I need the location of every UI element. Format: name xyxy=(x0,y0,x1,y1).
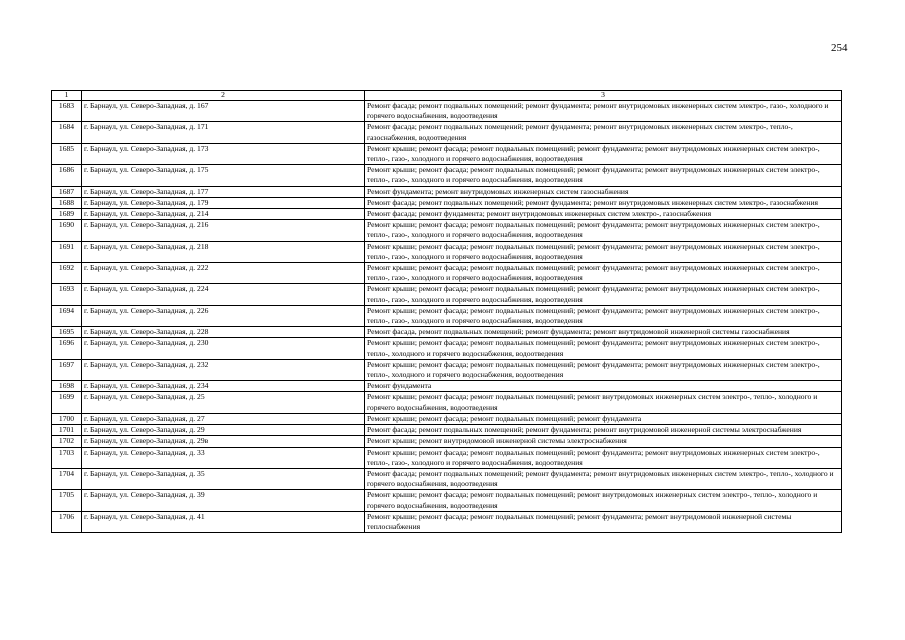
row-number-cell: 1704 xyxy=(52,468,82,489)
row-number-cell: 1687 xyxy=(52,186,82,197)
row-number-cell: 1694 xyxy=(52,305,82,326)
address-cell: г. Барнаул, ул. Северо-Западная, д. 175 xyxy=(82,165,365,186)
register-table xyxy=(51,90,842,533)
works-cell: Ремонт крыши; ремонт внутридомовой инженерной системы электроснабжения xyxy=(365,436,842,447)
address-cell: г. Барнаул, ул. Северо-Западная, д. 29в xyxy=(82,436,365,447)
table-row xyxy=(52,186,842,197)
table-row xyxy=(52,241,842,262)
works-cell: Ремонт крыши; ремонт фасада; ремонт подвальных помещений; ремонт фундамента; ремонт внутридомовых инженерных систем электро-, тепло-, газо-, холодного и горячего водоснабжения, водоотведения xyxy=(365,284,842,305)
table-row xyxy=(52,143,842,164)
table-row xyxy=(52,338,842,359)
row-number-cell: 1690 xyxy=(52,220,82,241)
row-number-cell: 1684 xyxy=(52,122,82,143)
address-cell: г. Барнаул, ул. Северо-Западная, д. 226 xyxy=(82,305,365,326)
address-cell: г. Барнаул, ул. Северо-Западная, д. 228 xyxy=(82,327,365,338)
row-number-cell: 1698 xyxy=(52,381,82,392)
address-cell: г. Барнаул, ул. Северо-Западная, д. 216 xyxy=(82,220,365,241)
works-cell: Ремонт крыши; ремонт фасада; ремонт подвальных помещений; ремонт фундамента; ремонт внутридомовых инженерных систем электро-, тепло-, холодного и горячего водоснабжения, водоотведения xyxy=(365,359,842,380)
table-header-row xyxy=(52,91,842,101)
row-number-cell: 1703 xyxy=(52,447,82,468)
address-cell: г. Барнаул, ул. Северо-Западная, д. 25 xyxy=(82,392,365,413)
address-cell: г. Барнаул, ул. Северо-Западная, д. 222 xyxy=(82,263,365,284)
works-cell: Ремонт крыши; ремонт фасада; ремонт подвальных помещений; ремонт фундамента; ремонт внутридомовых инженерных систем электро-, тепло-, газо-, холодного и горячего водоснабжения, водоотведения xyxy=(365,263,842,284)
address-cell: г. Барнаул, ул. Северо-Западная, д. 167 xyxy=(82,101,365,122)
table-row xyxy=(52,209,842,220)
table-row xyxy=(52,425,842,436)
address-cell: г. Барнаул, ул. Северо-Западная, д. 41 xyxy=(82,511,365,532)
address-cell: г. Барнаул, ул. Северо-Западная, д. 173 xyxy=(82,143,365,164)
row-number-cell: 1685 xyxy=(52,143,82,164)
table-row xyxy=(52,101,842,122)
row-number-cell: 1692 xyxy=(52,263,82,284)
address-cell: г. Барнаул, ул. Северо-Западная, д. 232 xyxy=(82,359,365,380)
works-cell: Ремонт крыши; ремонт фасада; ремонт подвальных помещений; ремонт фундамента; ремонт внутридомовых инженерных систем электро-, тепло-, газо-, холодного и горячего водоснабжения, водоотведения xyxy=(365,241,842,262)
table-row xyxy=(52,327,842,338)
table-row xyxy=(52,381,842,392)
address-cell: г. Барнаул, ул. Северо-Западная, д. 234 xyxy=(82,381,365,392)
table-row xyxy=(52,263,842,284)
address-cell: г. Барнаул, ул. Северо-Западная, д. 33 xyxy=(82,447,365,468)
table-row xyxy=(52,392,842,413)
works-cell: Ремонт фасада; ремонт подвальных помещений; ремонт фундамента; ремонт внутридомовой инженерной системы электроснабжения xyxy=(365,425,842,436)
table-row xyxy=(52,284,842,305)
address-cell: г. Барнаул, ул. Северо-Западная, д. 179 xyxy=(82,197,365,208)
works-cell: Ремонт крыши; ремонт фасада; ремонт подвальных помещений; ремонт внутридомовых инженерных систем электро-, тепло-, холодного и горячего водоснабжения, водоотведения xyxy=(365,490,842,511)
column-header: 3 xyxy=(365,91,842,101)
row-number-cell: 1697 xyxy=(52,359,82,380)
row-number-cell: 1688 xyxy=(52,197,82,208)
table-row xyxy=(52,447,842,468)
table-row xyxy=(52,468,842,489)
works-cell: Ремонт фасада; ремонт подвальных помещений; ремонт фундамента; ремонт внутридомовых инженерных систем электро-, газоснабжения xyxy=(365,197,842,208)
page-number: 254 xyxy=(831,42,848,54)
address-cell: г. Барнаул, ул. Северо-Западная, д. 27 xyxy=(82,413,365,424)
table-row xyxy=(52,359,842,380)
works-cell: Ремонт фасада, ремонт подвальных помещений; ремонт фундамента; ремонт внутридомовой инженерной системы газоснабжения xyxy=(365,327,842,338)
table-row xyxy=(52,122,842,143)
table-row xyxy=(52,220,842,241)
table-row xyxy=(52,413,842,424)
works-cell: Ремонт крыши; ремонт фасада; ремонт подвальных помещений; ремонт фундамента; ремонт внутридомовых инженерных систем электро-, тепло-, газо-, холодного и горячего водоснабжения, водоотведения xyxy=(365,143,842,164)
row-number-cell: 1695 xyxy=(52,327,82,338)
table-row xyxy=(52,436,842,447)
row-number-cell: 1699 xyxy=(52,392,82,413)
row-number-cell: 1705 xyxy=(52,490,82,511)
works-cell: Ремонт крыши; ремонт фасада; ремонт подвальных помещений; ремонт внутридомовых инженерных систем электро-, тепло-, холодного и горячего водоснабжения, водоотведения xyxy=(365,392,842,413)
address-cell: г. Барнаул, ул. Северо-Западная, д. 35 xyxy=(82,468,365,489)
works-cell: Ремонт фундамента; ремонт внутридомовых инженерных систем газоснабжения xyxy=(365,186,842,197)
works-cell: Ремонт крыши; ремонт фасада; ремонт подвальных помещений; ремонт фундамента xyxy=(365,413,842,424)
row-number-cell: 1700 xyxy=(52,413,82,424)
works-cell: Ремонт крыши; ремонт фасада; ремонт подвальных помещений; ремонт фундамента; ремонт внутридомовой инженерной системы теплоснабжения xyxy=(365,511,842,532)
works-cell: Ремонт крыши; ремонт фасада; ремонт подвальных помещений; ремонт фундамента; ремонт внутридомовых инженерных систем электро-, тепло-, холодного и горячего водоснабжения, водоотведения xyxy=(365,338,842,359)
address-cell: г. Барнаул, ул. Северо-Западная, д. 177 xyxy=(82,186,365,197)
row-number-cell: 1683 xyxy=(52,101,82,122)
address-cell: г. Барнаул, ул. Северо-Западная, д. 39 xyxy=(82,490,365,511)
row-number-cell: 1689 xyxy=(52,209,82,220)
row-number-cell: 1702 xyxy=(52,436,82,447)
address-cell: г. Барнаул, ул. Северо-Западная, д. 230 xyxy=(82,338,365,359)
works-cell: Ремонт крыши; ремонт фасада; ремонт подвальных помещений; ремонт фундамента; ремонт внутридомовых инженерных систем электро-, тепло-, газо-, холодного и горячего водоснабжения, водоотведения xyxy=(365,447,842,468)
works-cell: Ремонт крыши; ремонт фасада; ремонт подвальных помещений; ремонт фундамента; ремонт внутридомовых инженерных систем электро-, тепло-, газо-, холодного и горячего водоснабжения, водоотведения xyxy=(365,165,842,186)
address-cell: г. Барнаул, ул. Северо-Западная, д. 224 xyxy=(82,284,365,305)
works-cell: Ремонт фундамента xyxy=(365,381,842,392)
works-cell: Ремонт фасада; ремонт подвальных помещений; ремонт фундамента; ремонт внутридомовых инженерных систем электро-, тепло-, газоснабжения, водоотведения xyxy=(365,122,842,143)
address-cell: г. Барнаул, ул. Северо-Западная, д. 29 xyxy=(82,425,365,436)
column-header: 2 xyxy=(82,91,365,101)
column-header: 1 xyxy=(52,91,82,101)
table-row xyxy=(52,165,842,186)
table-row xyxy=(52,197,842,208)
works-cell: Ремонт фасада; ремонт фундамента; ремонт внутридомовых инженерных систем электро-, газоснабжения xyxy=(365,209,842,220)
row-number-cell: 1686 xyxy=(52,165,82,186)
table-row xyxy=(52,511,842,532)
row-number-cell: 1706 xyxy=(52,511,82,532)
works-cell: Ремонт крыши; ремонт фасада; ремонт подвальных помещений; ремонт фундамента; ремонт внутридомовых инженерных систем электро-, тепло-, газо-, холодного и горячего водоснабжения, водоотведения xyxy=(365,305,842,326)
works-cell: Ремонт фасада; ремонт подвальных помещений; ремонт фундамента; ремонт внутридомовых инженерных систем электро-, тепло-, холодного и горячего водоснабжения, водоотведения xyxy=(365,468,842,489)
row-number-cell: 1701 xyxy=(52,425,82,436)
table-row xyxy=(52,305,842,326)
row-number-cell: 1691 xyxy=(52,241,82,262)
row-number-cell: 1696 xyxy=(52,338,82,359)
address-cell: г. Барнаул, ул. Северо-Западная, д. 171 xyxy=(82,122,365,143)
works-cell: Ремонт фасада; ремонт подвальных помещений; ремонт фундамента; ремонт внутридомовых инженерных систем электро-, газо-, холодного и горячего водоснабжения, водоотведения xyxy=(365,101,842,122)
table-row xyxy=(52,490,842,511)
address-cell: г. Барнаул, ул. Северо-Западная, д. 214 xyxy=(82,209,365,220)
works-cell: Ремонт крыши; ремонт фасада; ремонт подвальных помещений; ремонт фундамента; ремонт внутридомовых инженерных систем электро-, тепло-, газо-, холодного и горячего водоснабжения, водоотведения xyxy=(365,220,842,241)
address-cell: г. Барнаул, ул. Северо-Западная, д. 218 xyxy=(82,241,365,262)
row-number-cell: 1693 xyxy=(52,284,82,305)
